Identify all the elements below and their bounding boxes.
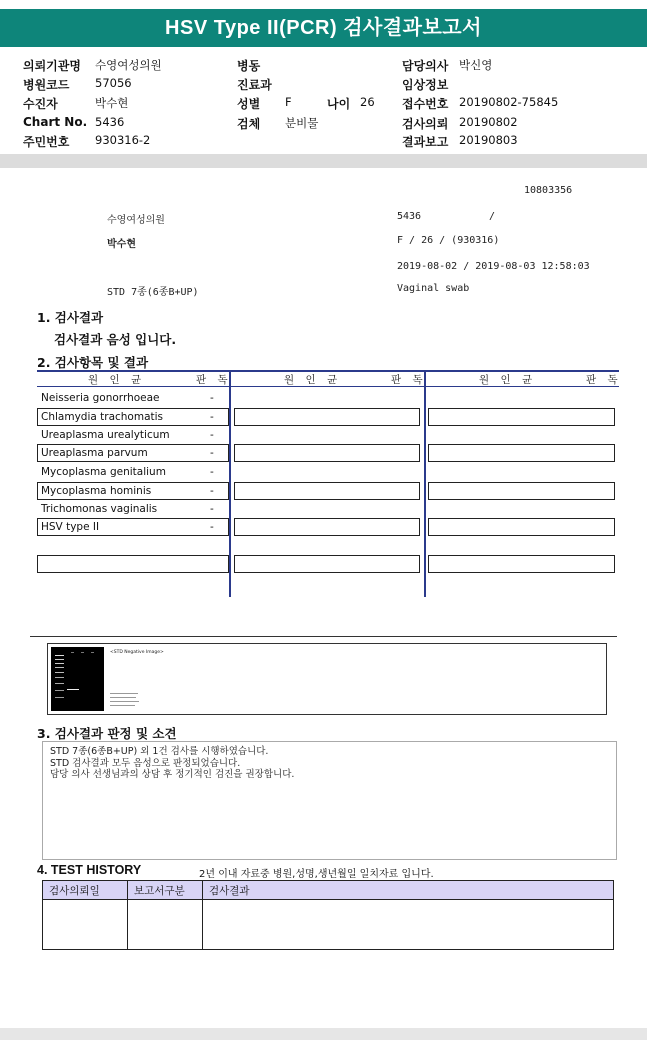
age-label: 나이 <box>327 97 351 111</box>
report-date-label: 결과보고 <box>402 135 449 149</box>
col-result-header: 판 독 <box>586 374 622 386</box>
hospital-code-value: 57056 <box>95 76 132 90</box>
ward-label: 병동 <box>237 59 261 73</box>
table-row <box>38 390 228 406</box>
table-row <box>37 482 229 500</box>
opinion-line: 담당 의사 선생님과의 상담 후 정기적인 검진을 권장합니다. <box>50 769 295 780</box>
history-note: 2년 이내 자료중 병원,성명,생년월일 일치자료 입니다. <box>199 869 434 880</box>
organism-result: - <box>210 466 214 478</box>
section4-heading: 4. TEST HISTORY <box>37 863 142 877</box>
organism-result: - <box>210 411 214 423</box>
history-col-result: 검사결과 <box>203 881 614 900</box>
age-value: 26 <box>360 95 375 109</box>
chart-no-value: 5436 <box>95 115 125 129</box>
doctor-label: 담당의사 <box>402 59 449 73</box>
report-title: HSV Type II(PCR) 검사결과보고서 <box>0 9 647 47</box>
table-row <box>37 444 229 462</box>
barcode-number: 10803356 <box>524 185 573 196</box>
col-organism-header: 원 인 균 <box>479 374 537 386</box>
organism-result: - <box>210 485 214 497</box>
table-row <box>37 518 229 536</box>
gel-legend-icon <box>108 692 148 710</box>
info-slash: / <box>489 211 496 222</box>
sex-value: F <box>285 95 292 109</box>
organism-name: Ureaplasma urealyticum <box>41 429 170 441</box>
gel-image-caption: <STD Negative Image> <box>110 650 164 655</box>
specimen-value: 분비물 <box>285 116 319 130</box>
gel-bands-icon <box>51 647 104 711</box>
section2-heading: 2. 검사항목 및 결과 <box>37 355 149 370</box>
col-result-header: 판 독 <box>196 374 232 386</box>
organism-result: - <box>210 503 214 515</box>
hospital-code-label: 병원코드 <box>23 78 70 92</box>
empty-cell <box>234 555 420 573</box>
table-row <box>43 900 614 950</box>
organism-result: - <box>210 447 214 459</box>
empty-cell <box>428 555 615 573</box>
organism-name: HSV type II <box>41 521 100 533</box>
empty-cell <box>428 518 615 536</box>
history-cell <box>203 900 614 950</box>
info-sex-age: F / 26 / (930316) <box>397 235 500 246</box>
report-date-value: 20190803 <box>459 133 518 147</box>
organism-name: Neisseria gonorrhoeae <box>41 392 160 404</box>
sex-label: 성별 <box>237 97 261 111</box>
section1-heading: 1. 검사결과 <box>37 310 104 325</box>
organism-result: - <box>210 392 214 404</box>
info-patient: 박수현 <box>107 239 136 250</box>
opinion-line: STD 검사결과 모두 음성으로 판정되었습니다. <box>50 757 241 769</box>
info-chart: 5436 <box>397 211 422 222</box>
hospital-name-label: 의뢰기관명 <box>23 59 81 73</box>
opinion-line: STD 7종(6종B+UP) 외 1건 검사를 시행하였습니다. <box>50 746 269 757</box>
separator-bar <box>0 154 647 168</box>
info-dates: 2019-08-02 / 2019-08-03 12:58:03 <box>397 261 590 272</box>
patient-label: 수진자 <box>23 97 58 111</box>
col-result-header: 판 독 <box>391 374 427 386</box>
empty-cell <box>428 482 615 500</box>
results-column-divider <box>229 370 231 597</box>
page-footer-bar <box>0 1028 647 1040</box>
section1-result: 검사결과 음성 입니다. <box>54 332 177 347</box>
organism-name: Ureaplasma parvum <box>41 447 148 459</box>
section-divider <box>30 636 617 637</box>
table-row <box>38 464 228 480</box>
info-hospital: 수영여성의원 <box>107 215 165 226</box>
clinical-info-label: 임상정보 <box>402 78 449 92</box>
history-col-report-type: 보고서구분 <box>128 881 203 900</box>
request-date-label: 검사의뢰 <box>402 117 449 131</box>
empty-cell <box>234 518 420 536</box>
organism-name: Mycoplasma genitalium <box>41 466 166 478</box>
organism-name: Trichomonas vaginalis <box>41 503 158 515</box>
table-row <box>37 408 229 426</box>
receipt-no-value: 20190802-75845 <box>459 95 559 109</box>
results-column-divider <box>424 370 426 597</box>
organism-result: - <box>210 429 214 441</box>
empty-row <box>37 555 229 573</box>
receipt-no-label: 접수번호 <box>402 97 449 111</box>
empty-cell <box>428 408 615 426</box>
hospital-name-value: 수영여성의원 <box>95 58 162 72</box>
history-cell <box>43 900 128 950</box>
history-cell <box>128 900 203 950</box>
organism-name: Chlamydia trachomatis <box>41 411 164 423</box>
chart-no-label: Chart No. <box>23 115 88 129</box>
history-table <box>42 880 614 950</box>
table-row <box>38 501 228 517</box>
gel-electrophoresis-image <box>51 647 104 711</box>
patient-value: 박수현 <box>95 96 129 110</box>
info-test-name: STD 7종(6종B+UP) <box>107 287 199 298</box>
empty-cell <box>234 482 420 500</box>
resident-no-value: 930316-2 <box>95 133 151 147</box>
empty-cell <box>234 408 420 426</box>
specimen-label: 검체 <box>237 117 261 131</box>
resident-no-label: 주민번호 <box>23 135 70 149</box>
department-label: 진료과 <box>237 78 272 92</box>
doctor-value: 박신영 <box>459 58 493 72</box>
history-col-request-date: 검사의뢰일 <box>43 881 128 900</box>
request-date-value: 20190802 <box>459 115 518 129</box>
info-specimen: Vaginal swab <box>397 283 470 294</box>
col-organism-header: 원 인 균 <box>88 374 146 386</box>
section3-heading: 3. 검사결과 판정 및 소견 <box>37 726 177 741</box>
organism-result: - <box>210 521 214 533</box>
empty-cell <box>234 444 420 462</box>
opinion-box <box>42 741 617 860</box>
gel-image-panel <box>47 643 607 715</box>
table-row <box>38 427 228 443</box>
col-organism-header: 원 인 균 <box>284 374 342 386</box>
empty-cell <box>428 444 615 462</box>
organism-name: Mycoplasma hominis <box>41 485 152 497</box>
history-header-row <box>43 881 614 900</box>
